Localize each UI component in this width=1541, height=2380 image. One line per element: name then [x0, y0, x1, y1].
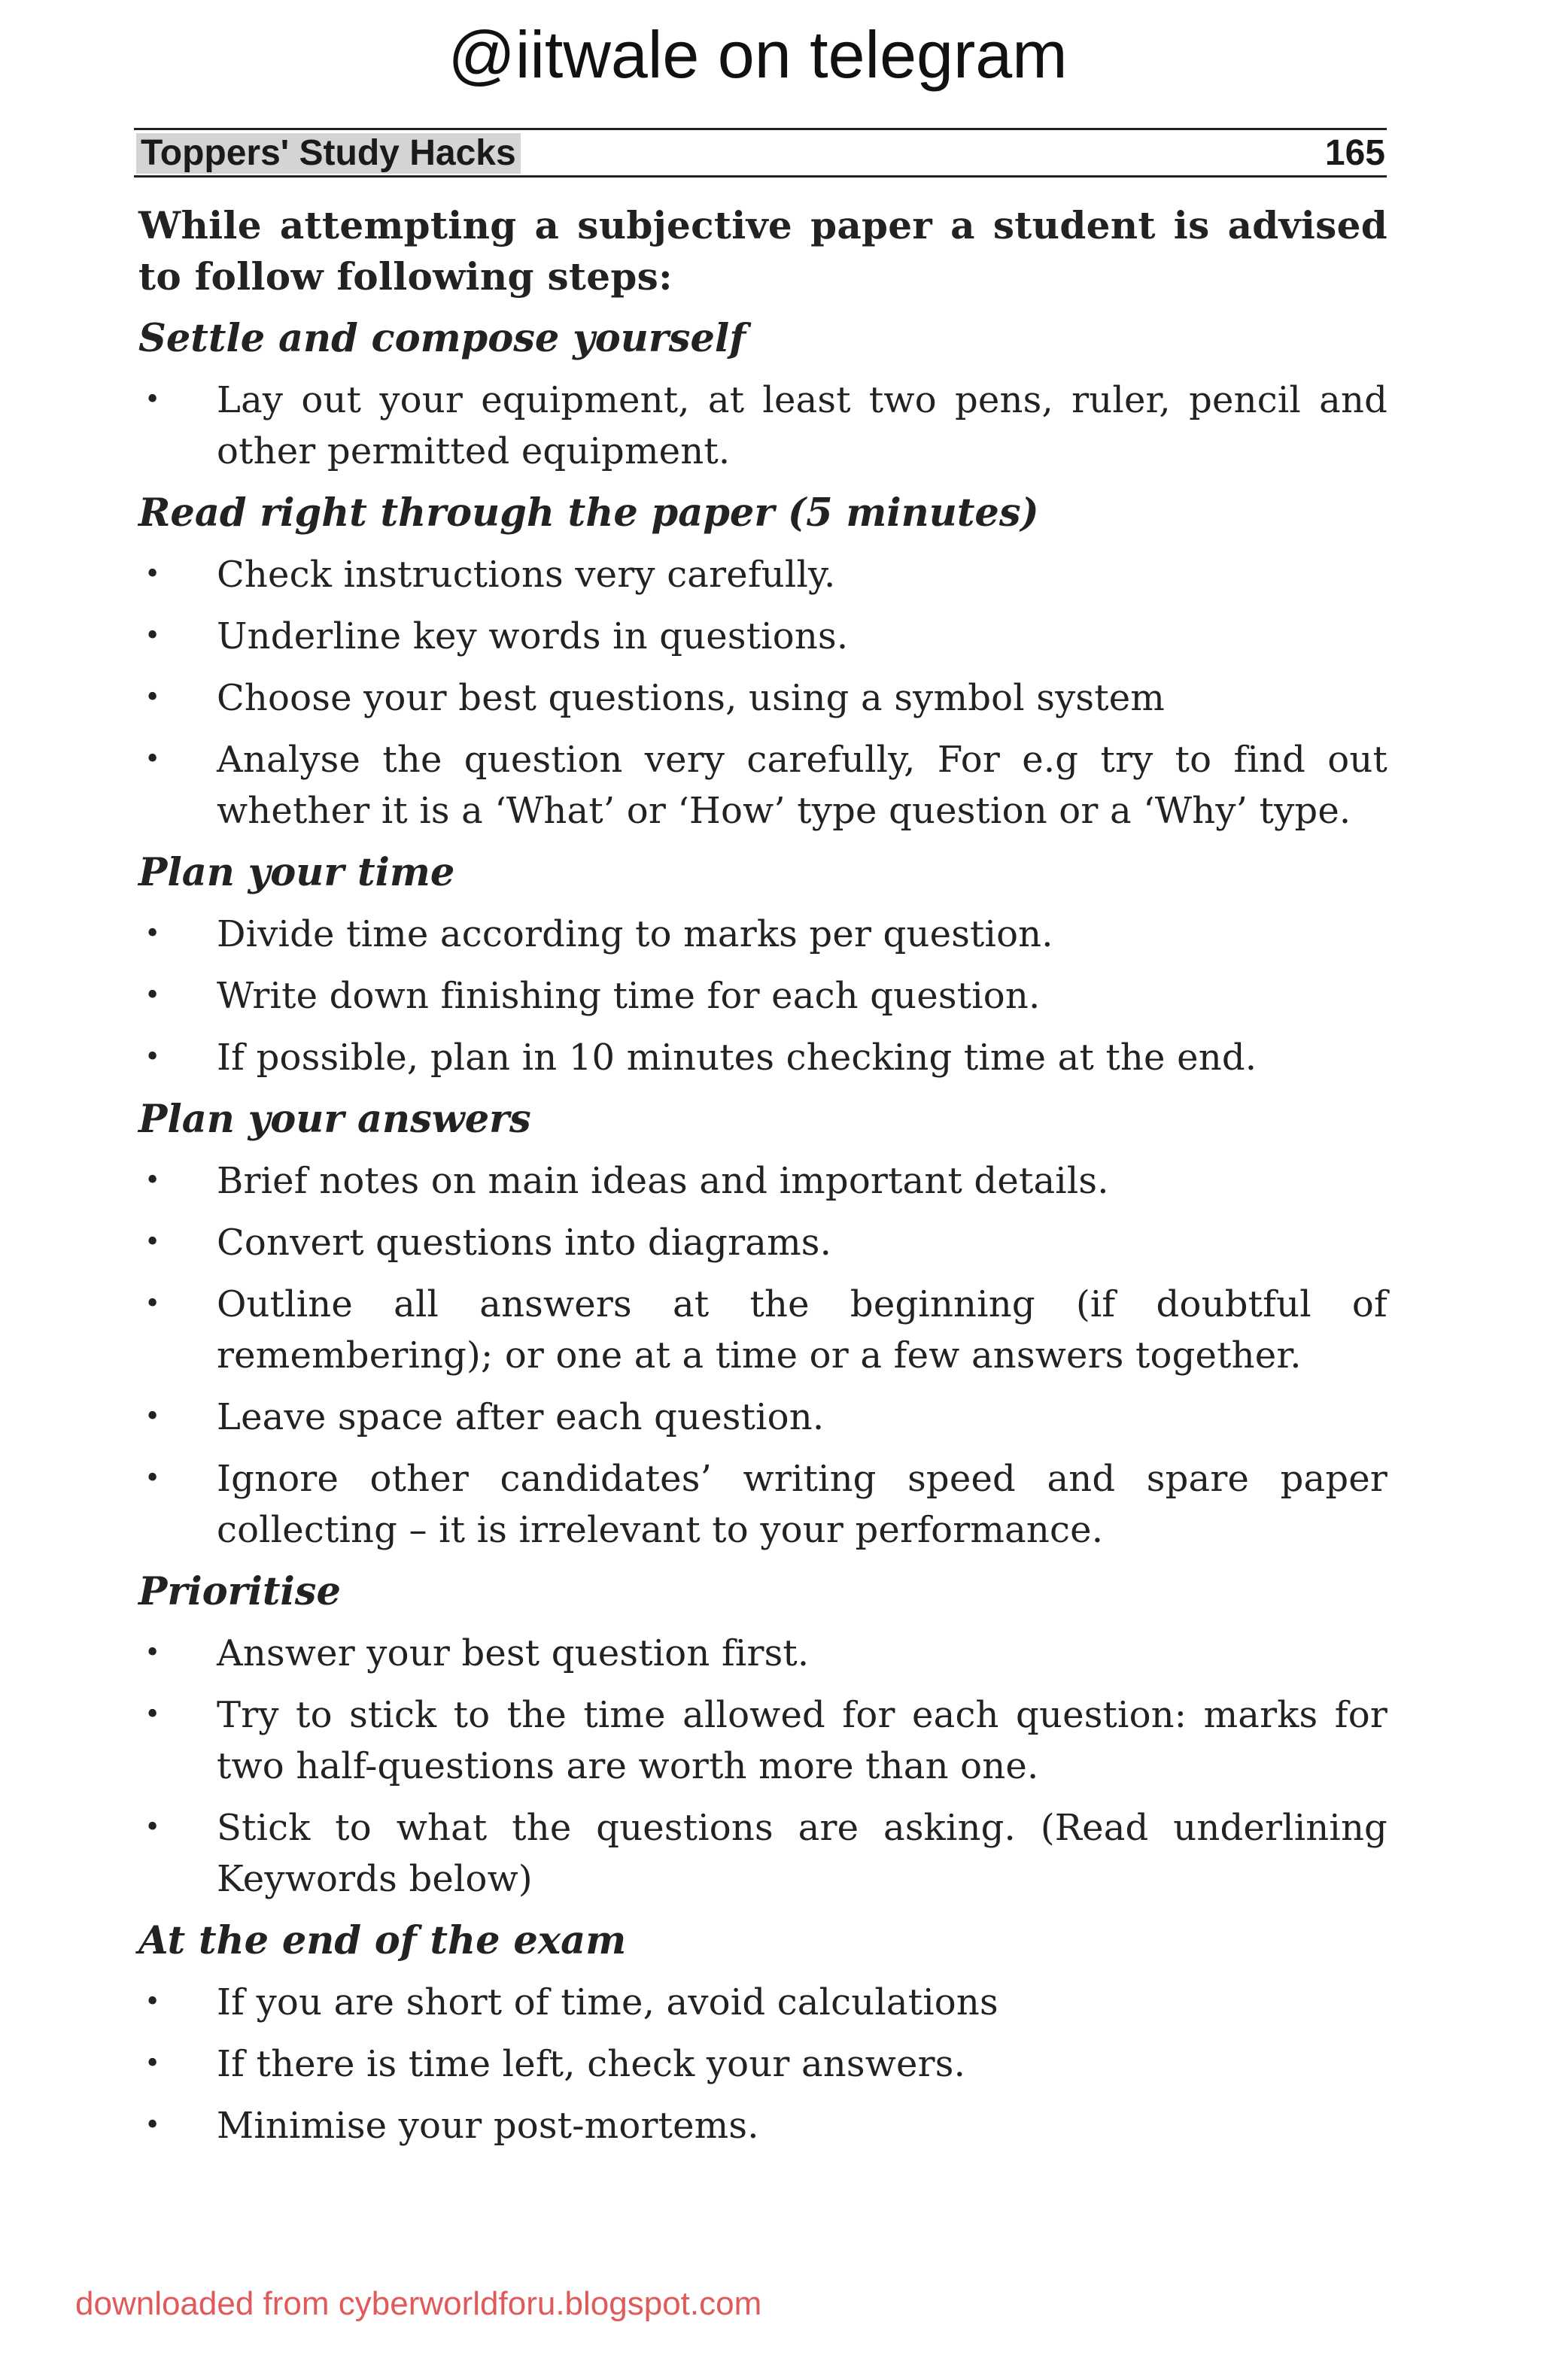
- bullet-icon: •: [144, 1042, 161, 1073]
- bullet-icon: •: [144, 1463, 161, 1494]
- list-item-text: Analyse the question very carefully, For e.g try to find out whether it is a ‘What’ or ‘How’ type question or a ‘Why’ type.: [217, 739, 1388, 832]
- section-heading: Plan your answers: [138, 1097, 531, 1142]
- list-item-text: Convert questions into diagrams.: [217, 1222, 832, 1264]
- bullet-icon: •: [144, 1812, 161, 1843]
- list-item-text: Write down finishing time for each question.: [217, 975, 1041, 1017]
- list-item-text: Leave space after each question.: [217, 1396, 825, 1438]
- section-heading: Settle and compose yourself: [138, 316, 746, 361]
- bullet-icon: •: [144, 980, 161, 1011]
- bullet-list: [138, 909, 1388, 1083]
- list-item-text: Answer your best question first.: [217, 1632, 810, 1674]
- list-item-text: Check instructions very carefully.: [217, 554, 836, 596]
- bullet-icon: •: [144, 1987, 161, 2017]
- list-item-text: Outline all answers at the beginning (if doubtful of remembering); or one at a time or a few answers together.: [217, 1283, 1388, 1377]
- list-item: [138, 1802, 1388, 1905]
- telegram-watermark: @iitwale on telegram: [448, 17, 1068, 92]
- bullet-icon: •: [144, 1638, 161, 1668]
- list-item-text: Ignore other candidates’ writing speed and spare paper collecting – it is irrelevant to your performance.: [217, 1458, 1388, 1551]
- list-item-text: If you are short of time, avoid calculations: [217, 1981, 998, 2023]
- list-item: [138, 1628, 1388, 1679]
- bullet-icon: •: [144, 384, 161, 415]
- list-item-text: Try to stick to the time allowed for each question: marks for two half-questions are worth more than one.: [217, 1694, 1388, 1787]
- list-item-text: Divide time according to marks per question.: [217, 913, 1053, 955]
- page-number: 165: [1324, 133, 1385, 173]
- list-item-text: If possible, plan in 10 minutes checking time at the end.: [217, 1037, 1257, 1079]
- list-item: [138, 1689, 1388, 1792]
- bullet-list: [138, 1628, 1388, 1905]
- bullet-icon: •: [144, 1227, 161, 1258]
- list-item: [138, 611, 1388, 662]
- list-item: [138, 2100, 1388, 2151]
- bullet-icon: •: [144, 918, 161, 949]
- list-item-text: Lay out your equipment, at least two pens, ruler, pencil and other permitted equipment.: [217, 379, 1388, 472]
- bullet-icon: •: [144, 744, 161, 775]
- bullet-icon: •: [144, 2048, 161, 2079]
- list-item: [138, 672, 1388, 724]
- list-item: [138, 970, 1388, 1022]
- list-item: [138, 734, 1388, 836]
- list-item: [138, 909, 1388, 960]
- bullet-list: [138, 1977, 1388, 2151]
- list-item: [138, 1155, 1388, 1207]
- list-item: [138, 549, 1388, 600]
- page-content: [138, 200, 1388, 2162]
- section-heading: Plan your time: [138, 850, 455, 895]
- bullet-icon: •: [144, 682, 161, 713]
- list-item: [138, 1977, 1388, 2028]
- bullet-list: [138, 1155, 1388, 1556]
- bullet-icon: •: [144, 1165, 161, 1196]
- list-item-text: Minimise your post-mortems.: [217, 2105, 759, 2147]
- bullet-icon: •: [144, 1401, 161, 1432]
- bullet-list: [138, 549, 1388, 836]
- list-item: [138, 1032, 1388, 1083]
- list-item-text: Stick to what the questions are asking. (Read underlining Keywords below): [217, 1807, 1388, 1900]
- section-heading: Read right through the paper (5 minutes): [138, 490, 1039, 536]
- list-item: [138, 1279, 1388, 1381]
- intro-paragraph: While attempting a subjective paper a student is advised to follow following steps:: [138, 203, 1388, 299]
- list-item: [138, 375, 1388, 477]
- list-item-text: Brief notes on main ideas and important details.: [217, 1160, 1109, 1202]
- sections-container: [138, 313, 1388, 2151]
- bullet-icon: •: [144, 1699, 161, 1730]
- list-item: [138, 2038, 1388, 2090]
- list-item: [138, 1392, 1388, 1443]
- section-heading: Prioritise: [138, 1569, 341, 1614]
- section-heading: At the end of the exam: [138, 1918, 627, 1963]
- list-item: [138, 1217, 1388, 1268]
- bullet-list: [138, 375, 1388, 477]
- bullet-icon: •: [144, 2110, 161, 2141]
- list-item: [138, 1453, 1388, 1556]
- list-item-text: Underline key words in questions.: [217, 615, 849, 657]
- download-source-watermark: downloaded from cyberworldforu.blogspot.com: [75, 2285, 762, 2322]
- running-header: [134, 128, 1387, 178]
- book-title: Toppers' Study Hacks: [136, 133, 521, 174]
- list-item-text: Choose your best questions, using a symbol system: [217, 677, 1166, 719]
- bullet-icon: •: [144, 559, 161, 590]
- list-item-text: If there is time left, check your answers.: [217, 2043, 966, 2085]
- bullet-icon: •: [144, 621, 161, 651]
- bullet-icon: •: [144, 1289, 161, 1319]
